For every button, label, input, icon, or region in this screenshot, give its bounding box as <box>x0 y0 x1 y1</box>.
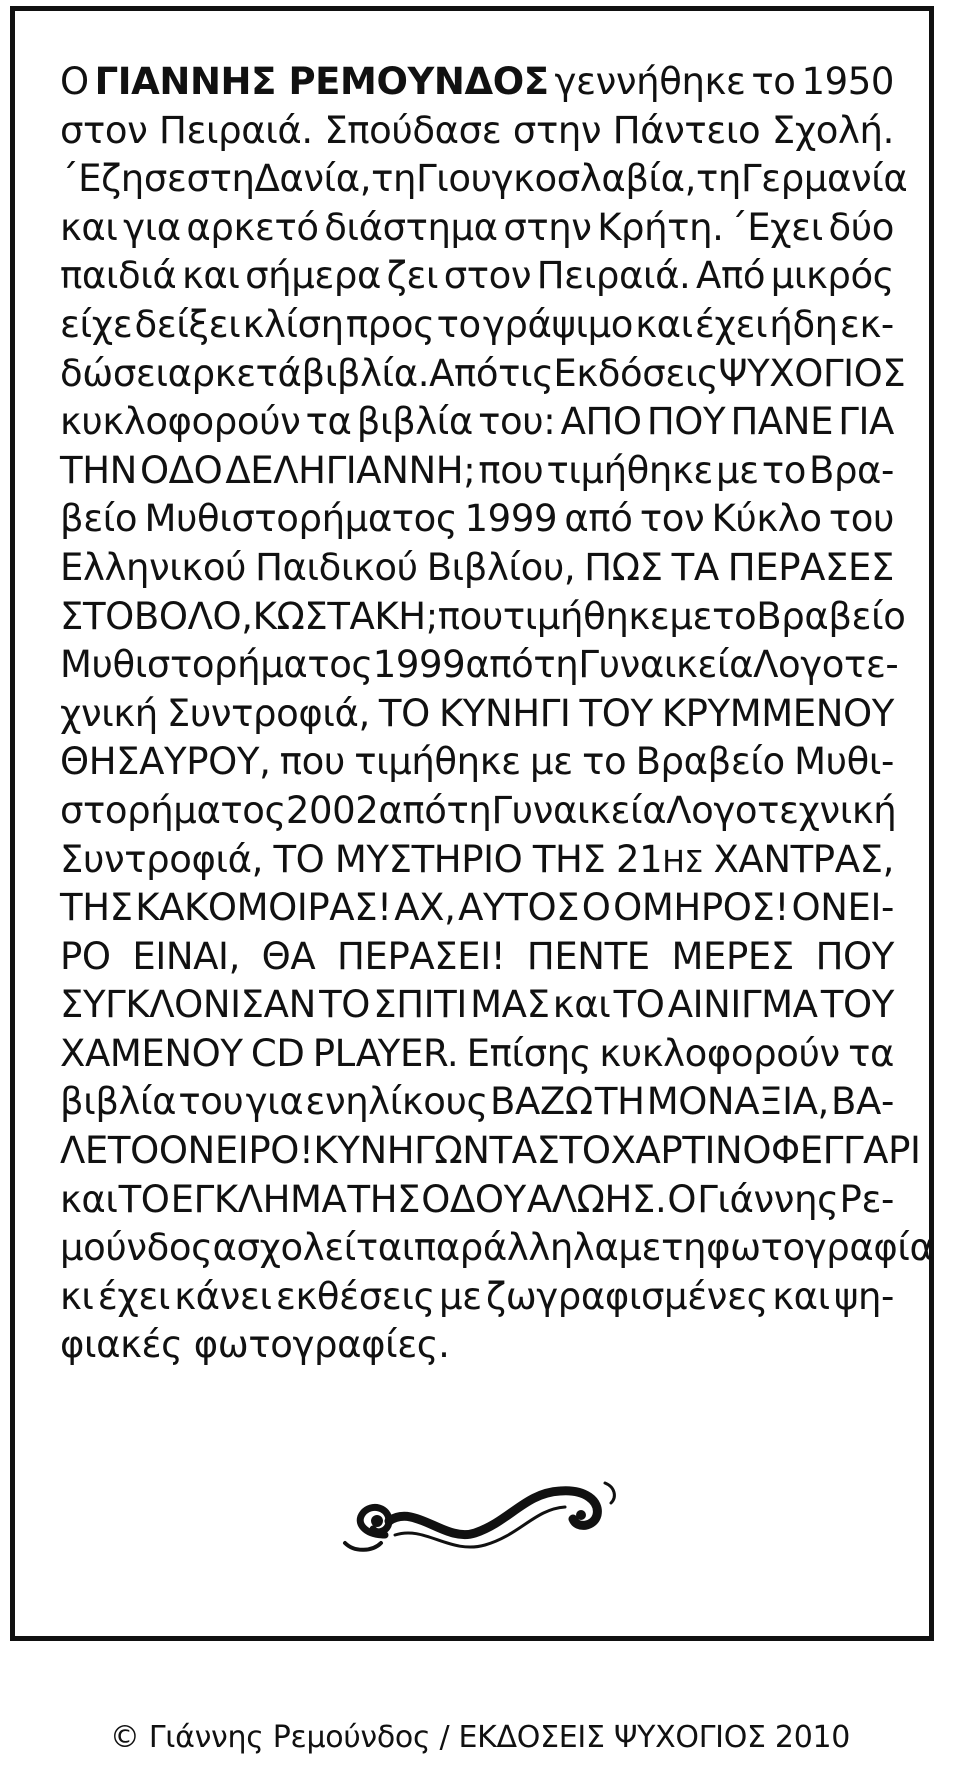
bio-word: ασχολείται <box>212 1226 414 1270</box>
bio-word: ΚΑΚΟΜΟΙΡΑΣ! <box>135 886 392 930</box>
bio-word: ΕΓΚΛΗΜΑ <box>170 1177 347 1221</box>
bio-word: τα <box>305 400 352 444</box>
bio-word: μικρός <box>770 254 894 298</box>
bio-word: το <box>751 60 796 103</box>
bio-word: ΨΥΧΟΓΙΟΣ <box>718 351 906 395</box>
bio-word: Ο <box>60 60 89 103</box>
bio-word: Βιβλίου, <box>426 545 576 589</box>
bio-word: ΠΩΣ <box>584 545 663 589</box>
bio-word: ΤΗΝ <box>60 448 137 492</box>
bio-word: Γυναικεία <box>578 643 754 687</box>
bio-word: στον <box>60 108 148 152</box>
bio-word: ΤΑ <box>671 545 719 589</box>
bio-word: βιβλία <box>60 1080 177 1124</box>
bio-word: ΒΑ- <box>831 1080 894 1124</box>
bio-word: ΟΜΗΡΟΣ! <box>613 886 789 930</box>
bio-word: Γιάννης <box>697 1177 839 1221</box>
bio-word: Δανία, <box>254 157 372 201</box>
bio-word: μούνδος <box>60 1226 213 1270</box>
bio-word: 2002 <box>285 788 379 832</box>
bio-word: δώσει <box>60 351 168 395</box>
bio-line <box>60 1224 934 1273</box>
bio-line <box>60 690 894 739</box>
bio-word: Παιδικού <box>255 545 418 589</box>
bio-word: ΤΟΥ <box>579 691 653 735</box>
bio-word: Επίσης <box>466 1031 592 1075</box>
bio-word: ΦΕΓΓΑΡΙ <box>771 1129 921 1173</box>
bio-word: ΘΑ <box>261 934 316 978</box>
bio-word: Ρε- <box>839 1177 894 1221</box>
bio-word: στη <box>186 157 255 201</box>
bio-word: δείξει <box>134 302 241 346</box>
bio-word: είχε <box>60 302 133 346</box>
bio-word: Εκδόσεις <box>553 351 719 395</box>
bio-word: και <box>635 302 693 346</box>
bio-word: με <box>716 448 759 492</box>
bio-word: ΑΛΩΗΣ. <box>526 1177 667 1221</box>
bio-line <box>60 933 894 982</box>
bio-word: που <box>437 594 503 638</box>
bio-word: Πάντειο <box>612 108 761 152</box>
bio-line <box>60 398 894 447</box>
bio-word: Συντροφιά, <box>166 691 370 735</box>
bio-word: ΠΟΥ <box>815 934 894 978</box>
bio-word: ΧΑΡΤΙΝΟ <box>610 1129 772 1173</box>
bio-word: αρκετά <box>167 351 302 395</box>
bio-word: βείο <box>60 497 138 541</box>
bio-word: Βρα- <box>808 448 894 492</box>
bio-word: ΄Εχει <box>729 205 823 249</box>
bio-word: κάνει <box>174 1274 272 1318</box>
bio-word: ΑΧ, <box>394 886 456 930</box>
bio-word: 21ΗΣ <box>615 837 703 881</box>
bio-word: ΠΕΡΑΣΕΙ! <box>337 934 506 978</box>
bio-word: κι <box>60 1274 94 1318</box>
bio-word: δύο <box>828 205 894 249</box>
bio-word: ΤΗΣ <box>347 1177 421 1221</box>
bio-line <box>60 884 894 933</box>
bio-word: τιμήθηκε <box>502 594 670 638</box>
bio-word: ΕΙΝΑΙ, <box>132 934 240 978</box>
bio-line-text: φιακές φωτογραφίες. <box>60 1323 450 1367</box>
bio-word: που <box>478 448 544 492</box>
bio-word: ΔΕΛΗΓΙΑΝΝΗ; <box>225 448 476 492</box>
bio-word: ΚΡΥΜΜΕΝΟΥ <box>661 691 894 735</box>
copyright-footer: © Γιάννης Ρεμούνδος / ΕΚΔΟΣΕΙΣ ΨΥΧΟΓΙΟΣ 2010 <box>109 1720 851 1755</box>
bio-line <box>60 836 894 885</box>
bio-line <box>60 204 894 253</box>
bio-word: Ο <box>581 886 611 930</box>
bio-word: 1999 <box>372 643 466 687</box>
bio-line <box>60 1078 894 1127</box>
bio-word: PLAYER. <box>312 1031 459 1075</box>
bio-word: ΒΟΛΟ, <box>133 594 253 638</box>
bio-word: ενηλίκους <box>305 1080 488 1124</box>
bio-line <box>60 1127 921 1176</box>
bio-word: ζωγραφισμένες <box>486 1274 768 1318</box>
bio-word: με <box>439 1274 482 1318</box>
bio-word: ΚΩΣΤΑΚΗ; <box>252 594 438 638</box>
bio-word: Βραβείο <box>635 740 785 784</box>
bio-word: και <box>552 983 611 1027</box>
bio-word: τα <box>848 1031 894 1075</box>
bio-word: ΑΠΟ <box>560 400 642 444</box>
bio-word: Λογοτεχνική <box>666 788 897 832</box>
bio-word: ΟΔΟ <box>139 448 223 492</box>
bio-line <box>60 447 894 496</box>
bio-word: ΘΗΣΑΥΡΟΥ, <box>60 740 271 784</box>
bio-word: Πειραιά. <box>536 254 691 298</box>
bio-word: ΒΑΖΩ <box>490 1080 593 1124</box>
flourish-ornament-icon <box>325 1473 625 1565</box>
bio-word: με <box>618 1226 662 1270</box>
bio-word: του <box>828 497 894 541</box>
bio-word: εκ- <box>839 302 894 346</box>
bio-word: το <box>582 740 627 784</box>
bio-word: 1999 <box>464 497 558 541</box>
bio-line <box>60 544 894 593</box>
bio-word: το <box>436 302 481 346</box>
bio-line <box>60 155 908 204</box>
bio-word: Από <box>696 254 766 298</box>
bio-word: βιβλία <box>356 400 473 444</box>
bio-word: το <box>761 448 806 492</box>
bio-word: τον <box>639 497 705 541</box>
bio-word: ψη- <box>833 1274 894 1318</box>
ordinal-suffix: ΗΣ <box>662 844 703 880</box>
bio-word: Ελληνικού <box>60 545 247 589</box>
bio-word: ΣΥΓΚΛΟΝΙΣΑΝ <box>60 983 316 1027</box>
bio-word: ΡΟ <box>60 934 111 978</box>
bio-word: ΟΔΟΥ <box>421 1177 526 1221</box>
bio-line <box>60 58 894 107</box>
bio-word: τη <box>661 1226 707 1270</box>
bio-word: ΧΑΜΕΝΟΥ <box>60 1031 243 1075</box>
bio-word: προς <box>345 302 435 346</box>
bio-word: ΟΝΕΙ- <box>791 886 894 930</box>
bio-line <box>60 593 906 642</box>
bio-word: το <box>712 594 757 638</box>
bio-word: Γιουγκοσλαβία, <box>416 157 697 201</box>
bio-word: και <box>181 254 240 298</box>
bio-line <box>60 641 899 690</box>
bio-line <box>60 738 894 787</box>
bio-word: Βραβείο <box>756 594 906 638</box>
bio-word: ΤΟ <box>118 1177 170 1221</box>
bio-line <box>60 1321 894 1370</box>
bio-word: ΛΕ <box>60 1129 108 1173</box>
bio-word: ΟΝΕΙΡΟ! <box>158 1129 314 1173</box>
bio-word: CD <box>250 1031 305 1075</box>
bio-word: ΤΟ <box>319 983 371 1027</box>
bio-word: από <box>378 788 447 832</box>
bio-word: Από <box>429 351 499 395</box>
bio-line <box>60 301 894 350</box>
bio-word: παράλληλα <box>413 1226 619 1270</box>
bio-word: στην <box>503 205 592 249</box>
bio-word: για <box>123 205 181 249</box>
bio-line <box>60 1176 894 1225</box>
bio-word: Σπούδασε <box>324 108 502 152</box>
bio-word: Μυθι- <box>794 740 894 784</box>
bio-word: ΣΠΙΤΙ <box>373 983 467 1027</box>
bio-word: του: <box>478 400 556 444</box>
bio-word: με <box>669 594 713 638</box>
bio-word: Κύκλο <box>711 497 822 541</box>
bio-word: από <box>564 497 633 541</box>
bio-word: Γυναικεία <box>491 788 667 832</box>
bio-line <box>60 787 897 836</box>
bio-word: ΧΑΝΤΡΑΣ, <box>713 837 894 881</box>
bio-word: τιμήθηκε <box>546 448 713 492</box>
bio-word: Ο <box>667 1177 697 1221</box>
bio-word: ΚΥΝΗΓΩΝΤΑΣ <box>313 1129 560 1173</box>
bio-word: ΠΕΡΑΣΕΣ <box>727 545 894 589</box>
bio-word: ΤΗ <box>594 1080 645 1124</box>
bio-word: από <box>465 643 534 687</box>
bio-word: 1950 <box>801 60 894 103</box>
bio-word: και <box>772 1274 830 1318</box>
bio-word: ΠΟΥ <box>646 400 726 444</box>
bio-word: που <box>279 740 345 784</box>
bio-word: Μυθιστορήματος <box>60 643 373 687</box>
bio-word: ΓΙΑ <box>838 400 894 444</box>
bio-word: κυκλοφορούν <box>60 400 301 444</box>
bio-word: ΤΟ <box>613 983 665 1027</box>
bio-word: ΠΑΝΕ <box>730 400 834 444</box>
bio-word: ΤΟΥ <box>820 983 894 1027</box>
bio-word: τη <box>533 643 579 687</box>
bio-word: Πειραιά. <box>159 108 313 152</box>
bio-word: Λογοτε- <box>753 643 899 687</box>
bio-line <box>60 495 894 544</box>
bio-word: ζει <box>386 254 439 298</box>
bio-word: ΤΟ <box>559 1129 611 1173</box>
bio-word: στορήματος <box>60 788 286 832</box>
bio-word: τις <box>498 351 554 395</box>
bio-word: με <box>530 740 573 784</box>
bio-word: τιμήθηκε <box>354 740 521 784</box>
bio-word: Συντροφιά, <box>60 837 263 881</box>
bio-word: τη <box>371 157 417 201</box>
bio-word: ΜΟΝΑΞΙΑ, <box>646 1080 829 1124</box>
bio-word: φωτογραφία <box>706 1226 934 1270</box>
bio-word: γράψιμο <box>482 302 633 346</box>
bio-word: ΜΕΡΕΣ <box>671 934 794 978</box>
bio-word: διάστημα <box>324 205 498 249</box>
bio-word: κυκλοφορούν <box>599 1031 840 1075</box>
bio-word: έχει <box>694 302 768 346</box>
bio-word: ΤΟ <box>107 1129 159 1173</box>
bio-word: τη <box>696 157 741 201</box>
bio-line <box>60 350 906 399</box>
bio-line <box>60 1030 894 1079</box>
bio-word: ΤΟ <box>273 837 325 881</box>
bio-word: και <box>60 205 118 249</box>
bio-line <box>60 252 894 301</box>
bio-word: χνική <box>60 691 158 735</box>
bio-word: Κρήτη. <box>597 205 724 249</box>
bio-word: ήδη <box>769 302 838 346</box>
bio-word: ΚΥΝΗΓΙ <box>438 691 571 735</box>
bio-word: για <box>245 1080 304 1124</box>
bio-word: έχει <box>97 1274 171 1318</box>
bio-word: του <box>178 1080 244 1124</box>
bio-line <box>60 107 894 156</box>
bio-word: τη <box>446 788 492 832</box>
bio-line <box>60 981 894 1030</box>
bio-word: ΤΗΣ <box>60 886 133 930</box>
bio-word: αρκετό <box>186 205 319 249</box>
bio-word: ΑΥΤΟΣ <box>458 886 580 930</box>
author-biography <box>60 58 934 1370</box>
bio-word: Σχολή. <box>771 108 894 152</box>
bio-word: στον <box>443 254 532 298</box>
bio-word: ΄Εζησε <box>60 157 187 201</box>
bio-word: ΣΤΟ <box>60 594 134 638</box>
bio-word: Γερμανία <box>740 157 908 201</box>
bio-word: ΜΥΣΤΗΡΙΟ <box>334 837 523 881</box>
bio-word: στην <box>512 108 602 152</box>
bio-word: παιδιά <box>60 254 177 298</box>
bio-word: βιβλία. <box>301 351 430 395</box>
bio-line <box>60 1273 894 1322</box>
bio-word: ΤΟ <box>378 691 430 735</box>
bio-word: σήμερα <box>245 254 382 298</box>
bio-word: και <box>60 1177 118 1221</box>
bio-word: κλίση <box>242 302 344 346</box>
bio-word: εκθέσεις <box>275 1274 435 1318</box>
bio-word: ΜΑΣ <box>470 983 550 1027</box>
bio-word: Μυθιστορήματος <box>144 497 458 541</box>
bio-word: γεννήθηκε <box>554 60 746 103</box>
bio-word: ΤΗΣ <box>532 837 606 881</box>
bio-word: ΑΙΝΙΓΜΑ <box>667 983 818 1027</box>
author-name: ΓΙΑΝΝΗΣ ΡΕΜΟΥΝΔΟΣ <box>94 60 549 103</box>
bio-word: ΠΕΝΤΕ <box>526 934 650 978</box>
